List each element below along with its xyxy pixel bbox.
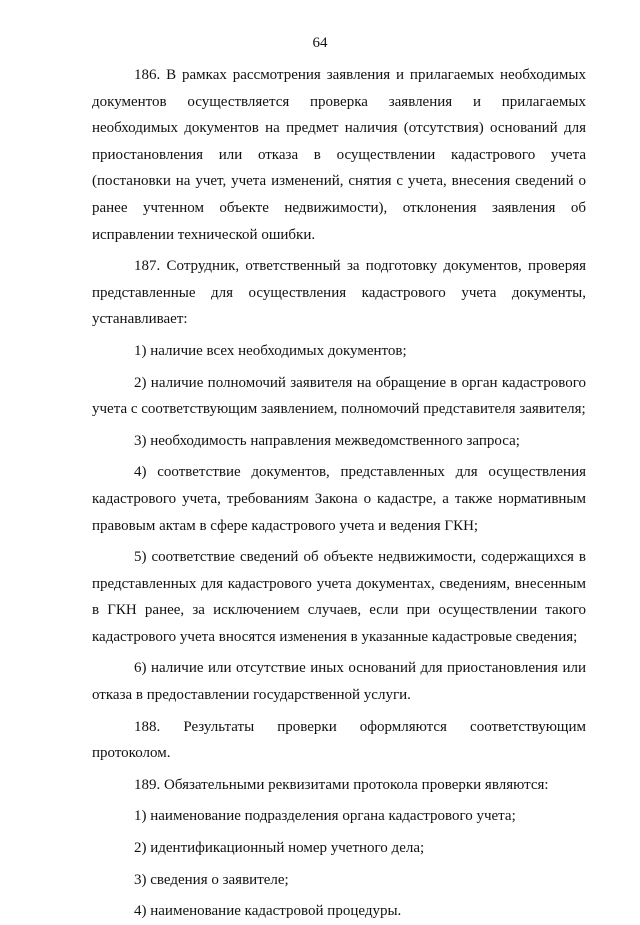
list-item-187-4: 4) соответствие документов, представленных для осуществления кадастрового учета, требованиям Закона о кадастре, а также нормативным правовым актам в сфере кадастрового учета и ведения ГКН; [92,464,586,534]
list-item-189-2: 2) идентификационный номер учетного дела; [134,840,425,857]
list-item-189-4: 4) наименование кадастровой процедуры. [134,903,402,920]
paragraph-187: 187. Сотрудник, ответственный за подготовку документов, проверяя представленные для осуществления кадастрового учета документы, устанавливает: [92,258,586,328]
list-item-187-6: 6) наличие или отсутствие иных оснований для приостановления или отказа в предоставлении государственной услуги. [92,660,586,704]
document-body [92,62,586,925]
paragraph-188: 188. Результаты проверки оформляются соответствующим протоколом. [92,718,586,762]
list-item-187-2: 2) наличие полномочий заявителя на обращение в орган кадастрового учета с соответствующим заявлением, полномочий представителя заявителя; [92,374,586,418]
page-number: 64 [312,35,328,51]
list-item-189-3: 3) сведения о заявителе; [134,871,289,888]
paragraph-189: 189. Обязательными реквизитами протокола проверки являются: [134,776,549,793]
list-item-187-1: 1) наличие всех необходимых документов; [134,342,407,359]
list-item-187-3: 3) необходимость направления межведомственного запроса; [134,432,520,449]
list-item-187-5: 5) соответствие сведений об объекте недвижимости, содержащихся в представленных для кадастрового учета документах, сведениям, внесенным в ГКН ранее, за исключением случаев, если при осуществлении такого кадастрового учета вносятся изменения в указанные кадастровые сведения; [92,549,586,645]
list-item-189-1: 1) наименование подразделения органа кадастрового учета; [134,808,516,825]
paragraph-186: 186. В рамках рассмотрения заявления и прилагаемых необходимых документов осуществляется проверка заявления и прилагаемых необходимых документов на предмет наличия (отсутствия) оснований для приостановления или отказа в осуществлении кадастрового учета (постановки на учет, учета изменений, снятия с учета, внесения сведений о ранее учтенном объекте недвижимости), отклонения заявления об исправлении технической ошибки. [92,67,586,243]
